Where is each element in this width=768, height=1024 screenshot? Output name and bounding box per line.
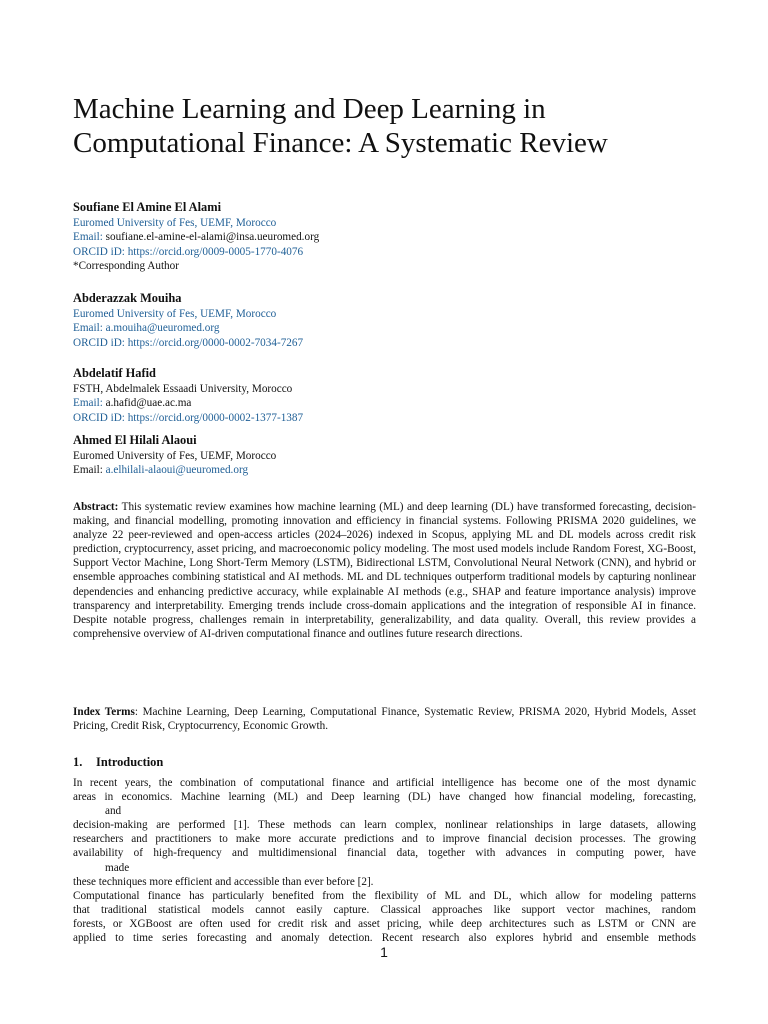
abstract-label: Abstract: [73, 501, 119, 513]
author-affiliation: Euromed University of Fes, UEMF, Morocco [73, 450, 277, 462]
body-line: availability of high-frequency and multidimensional financial data, together with advances in computing power, have [73, 847, 696, 860]
index-terms [73, 705, 696, 733]
email-label: Email: [73, 322, 103, 335]
body-line: that traditional statistical models cannot easily capture. Classical approaches like support vector machines, random [73, 903, 696, 916]
author-block [73, 433, 713, 478]
author-email-line [73, 230, 713, 244]
body-line: made [105, 861, 130, 874]
body-line: decision-making are performed [1]. These methods can learn complex, nonlinear relationships in large datasets, allowing [73, 819, 696, 832]
email-label: Email: [73, 464, 103, 477]
email-label: Email: [73, 231, 103, 244]
section-number: 1. [73, 755, 83, 769]
author-orcid-link[interactable]: https://orcid.org/0000-0002-1377-1387 [127, 411, 304, 424]
orcid-label: ORCID iD: [73, 411, 125, 424]
author-name: Abderazzak Mouiha [73, 291, 182, 305]
section-title: Introduction [96, 755, 164, 769]
author-name: Soufiane El Amine El Alami [73, 200, 222, 214]
index-terms-text: : Machine Learning, Deep Learning, Computational Finance, Systematic Review, PRISMA 2020, Hybrid Models, Asset Pricing, Credit Risk, Cryptocurrency, Economic Growth. [73, 706, 696, 733]
section-heading [73, 755, 163, 770]
author-block [73, 200, 713, 273]
author-orcid-line [73, 245, 713, 259]
orcid-label: ORCID iD: [73, 245, 125, 258]
author-email[interactable]: a.hafid@uae.ac.ma [105, 397, 192, 410]
author-block [73, 366, 713, 425]
author-affiliation: Euromed University of Fes, UEMF, Morocco [73, 217, 277, 229]
author-affiliation: Euromed University of Fes, UEMF, Morocco [73, 308, 277, 320]
author-email-line [73, 463, 713, 477]
author-name: Abdelatif Hafid [73, 366, 156, 380]
author-orcid-line [73, 336, 713, 350]
introduction-body [73, 776, 696, 945]
author-block [73, 291, 713, 350]
body-line: areas in economics. Machine learning (ML) and Deep learning (DL) have changed how financial modeling, forecasting, [73, 791, 696, 804]
author-email-line [73, 396, 713, 410]
author-orcid-link[interactable]: https://orcid.org/0009-0005-1770-4076 [127, 245, 304, 258]
body-line: forests, or XGBoost are often used for credit risk and asset pricing, while deep architectures such as LSTM or CNN are [73, 917, 696, 930]
email-label: Email: [73, 397, 103, 410]
author-email[interactable]: a.mouiha@ueuromed.org [105, 322, 220, 335]
author-orcid-line [73, 411, 713, 425]
body-line: these techniques more efficient and accessible than ever before [2]. [73, 875, 374, 888]
author-email[interactable]: a.elhilali-alaoui@ueuromed.org [105, 464, 249, 477]
page-number: 1 [380, 944, 388, 960]
corresponding-author-note: *Corresponding Author [73, 259, 179, 272]
body-line: Computational finance has particularly benefited from the flexibility of ML and DL, which allow for modeling patterns [73, 889, 696, 902]
body-line: researchers and practitioners to make more accurate predictions and to improve financial decision processes. The growing [73, 833, 696, 846]
abstract [73, 500, 696, 641]
author-email[interactable]: soufiane.el-amine-el-alami@insa.ueuromed.org [105, 231, 320, 244]
title-line: Computational Finance: A Systematic Review [73, 127, 608, 159]
author-email-line [73, 321, 713, 335]
author-name: Ahmed El Hilali Alaoui [73, 433, 197, 447]
index-terms-label: Index Terms [73, 706, 135, 718]
body-line: In recent years, the combination of computational finance and artificial intelligence has become one of the most dynamic [73, 777, 696, 789]
body-line: and [105, 805, 122, 818]
author-affiliation: FSTH, Abdelmalek Essaadi University, Morocco [73, 383, 293, 395]
abstract-text: This systematic review examines how machine learning (ML) and deep learning (DL) have transformed forecasting, decision-making, and financial modelling, promoting innovation and efficiency in financial systems. Following PRISMA 2020 guidelines, we analyze 22 peer-reviewed and open-access articles (2024–2026) indexed in Scopus, applying ML and DL models across credit risk prediction, cryptocurrency, asset pricing, and macroeconomic policy modeling. The most used models include Random Forest, XG-Boost, Support Vector Machine, Long Short-Term Memory (LSTM), Bidirectional LSTM, Convolutional Neural Network (CNN), and hybrid or ensemble approaches combining statistical and AI methods. ML and DL techniques outperform traditional models by capturing nonlinear dependencies and enhancing predictive accuracy, while explainable AI methods (e.g., SHAP and feature importance analysis) improve transparency and interpretability. Emerging trends include cross-domain applications and the integration of responsible AI in finance. Despite notable progress, challenges remain in interpretability, generalizability, and data quality. Overall, this review provides a comprehensive overview of AI-driven computational finance and outlines future research directions. [73, 501, 696, 640]
orcid-label: ORCID iD: [73, 336, 125, 349]
title-line: Machine Learning and Deep Learning in [73, 93, 546, 125]
paper-title [73, 92, 713, 160]
body-line: applied to time series forecasting and anomaly detection. Recent research also explores hybrid and ensemble methods [73, 932, 696, 945]
author-orcid-link[interactable]: https://orcid.org/0000-0002-7034-7267 [127, 336, 304, 349]
